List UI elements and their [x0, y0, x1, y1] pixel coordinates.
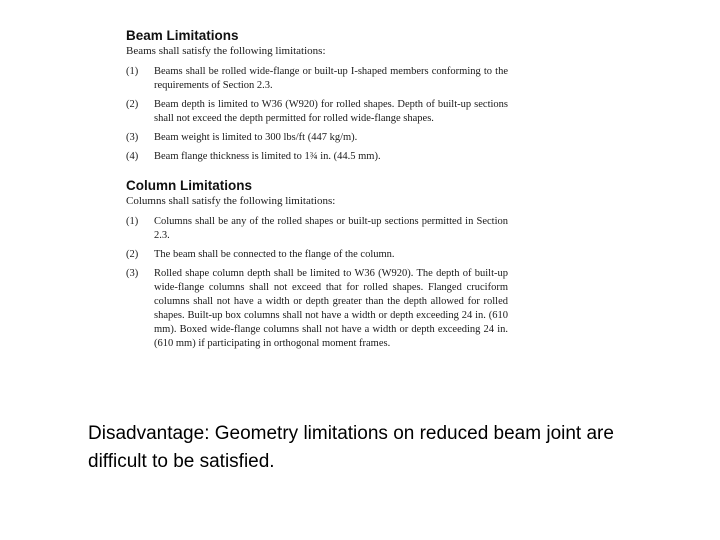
column-limitations-section	[122, 178, 514, 351]
list-item	[122, 65, 514, 93]
item-number: (4)	[126, 151, 139, 162]
item-text: Columns shall be any of the rolled shapes or built-up sections permitted in Section 2.3.	[154, 216, 508, 241]
item-number: (2)	[126, 99, 139, 110]
item-text: Beams shall be rolled wide-flange or built-up I-shaped members conforming to the requirements of Section 2.3.	[154, 66, 508, 91]
code-excerpt	[122, 28, 514, 356]
column-limitations-intro: Columns shall satisfy the following limitations:	[126, 195, 336, 207]
list-item	[122, 131, 514, 145]
column-limitations-title: Column Limitations	[126, 178, 252, 193]
item-number: (3)	[126, 268, 139, 279]
beam-limitations-section	[122, 28, 514, 164]
item-number: (1)	[126, 66, 139, 77]
beam-limitations-intro: Beams shall satisfy the following limitations:	[126, 45, 326, 57]
list-item	[122, 267, 514, 351]
item-text: Beam depth is limited to W36 (W920) for rolled shapes. Depth of built-up sections shall not exceed the depth permitted for rolled wide-flange shapes.	[154, 99, 508, 124]
item-text: Rolled shape column depth shall be limited to W36 (W920). The depth of built-up wide-flange columns shall not exceed that for rolled shapes. Flanged cruciform columns shall not have a width or depth greater than the depth allowed for rolled shapes. Built-up box columns shall not have a width or depth exceeding 24 in. (610 mm). Boxed wide-flange columns shall not have a width or depth exceeding 24 in. (610 mm) if participating in orthogonal moment frames.	[154, 268, 508, 349]
slide-caption: Disadvantage: Geometry limitations on reduced beam joint are difficult to be satisfied.	[88, 423, 614, 472]
item-number: (3)	[126, 132, 139, 143]
item-text: Beam weight is limited to 300 lbs/ft (447 kg/m).	[154, 132, 358, 143]
list-item	[122, 248, 514, 262]
item-text: The beam shall be connected to the flange of the column.	[154, 249, 395, 260]
list-item	[122, 98, 514, 126]
item-text: Beam flange thickness is limited to 1¾ in. (44.5 mm).	[154, 151, 381, 162]
list-item	[122, 215, 514, 243]
beam-limitations-title: Beam Limitations	[126, 28, 239, 43]
item-number: (1)	[126, 216, 139, 227]
item-number: (2)	[126, 249, 139, 260]
list-item	[122, 150, 514, 164]
